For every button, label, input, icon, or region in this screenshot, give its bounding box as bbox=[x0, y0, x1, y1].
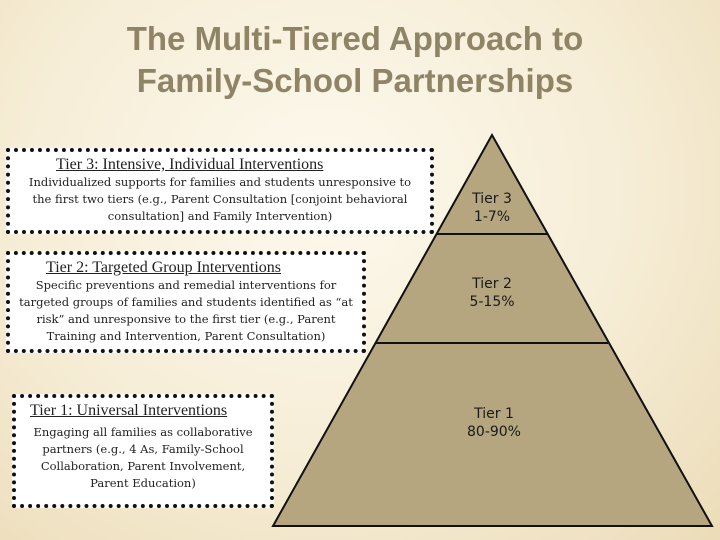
pyramid-tier-3-percent: 1-7% bbox=[473, 209, 511, 225]
tier-2-heading: Tier 2: Targeted Group Interventions bbox=[46, 259, 281, 276]
tier-3-box bbox=[6, 148, 434, 234]
pyramid-tier-2-percent: 5-15% bbox=[469, 294, 515, 310]
tier-2-description: Specific preventions and remedial interventions for targeted groups of families and students identified as “at risk” and unresponsive to the first tier (e.g., Parent Training and Intervention, Parent Consultation) bbox=[19, 278, 353, 343]
pyramid-tier-1-percent: 80-90% bbox=[467, 424, 521, 440]
tier-1-box bbox=[12, 394, 274, 508]
tier-3-heading: Tier 3: Intensive, Individual Interventions bbox=[56, 156, 324, 173]
tier-2-box bbox=[6, 251, 366, 353]
pyramid-tier-3-name: Tier 3 bbox=[472, 191, 512, 207]
pyramid-tier-1-name: Tier 1 bbox=[474, 406, 514, 422]
pyramid-tier-1-label bbox=[444, 405, 544, 441]
pyramid-tier-2-label bbox=[442, 275, 542, 311]
slide-title-line-2: Family-School Partnerships bbox=[136, 62, 574, 99]
tier-1-heading: Tier 1: Universal Interventions bbox=[30, 402, 228, 419]
tier-1-description: Engaging all families as collaborative partners (e.g., 4 As, Family-School Collaboration, Parent Involvement, Parent Education) bbox=[33, 425, 253, 490]
pyramid-tier-3-label bbox=[442, 190, 542, 226]
pyramid-tier-2-name: Tier 2 bbox=[472, 276, 512, 292]
tier-3-description: Individualized supports for families and students unresponsive to the first two tiers (e.g., Parent Consultation [conjoint behavioral consultation] and Family Intervention) bbox=[28, 175, 412, 223]
slide-title-line-1: The Multi-Tiered Approach to bbox=[126, 20, 584, 57]
